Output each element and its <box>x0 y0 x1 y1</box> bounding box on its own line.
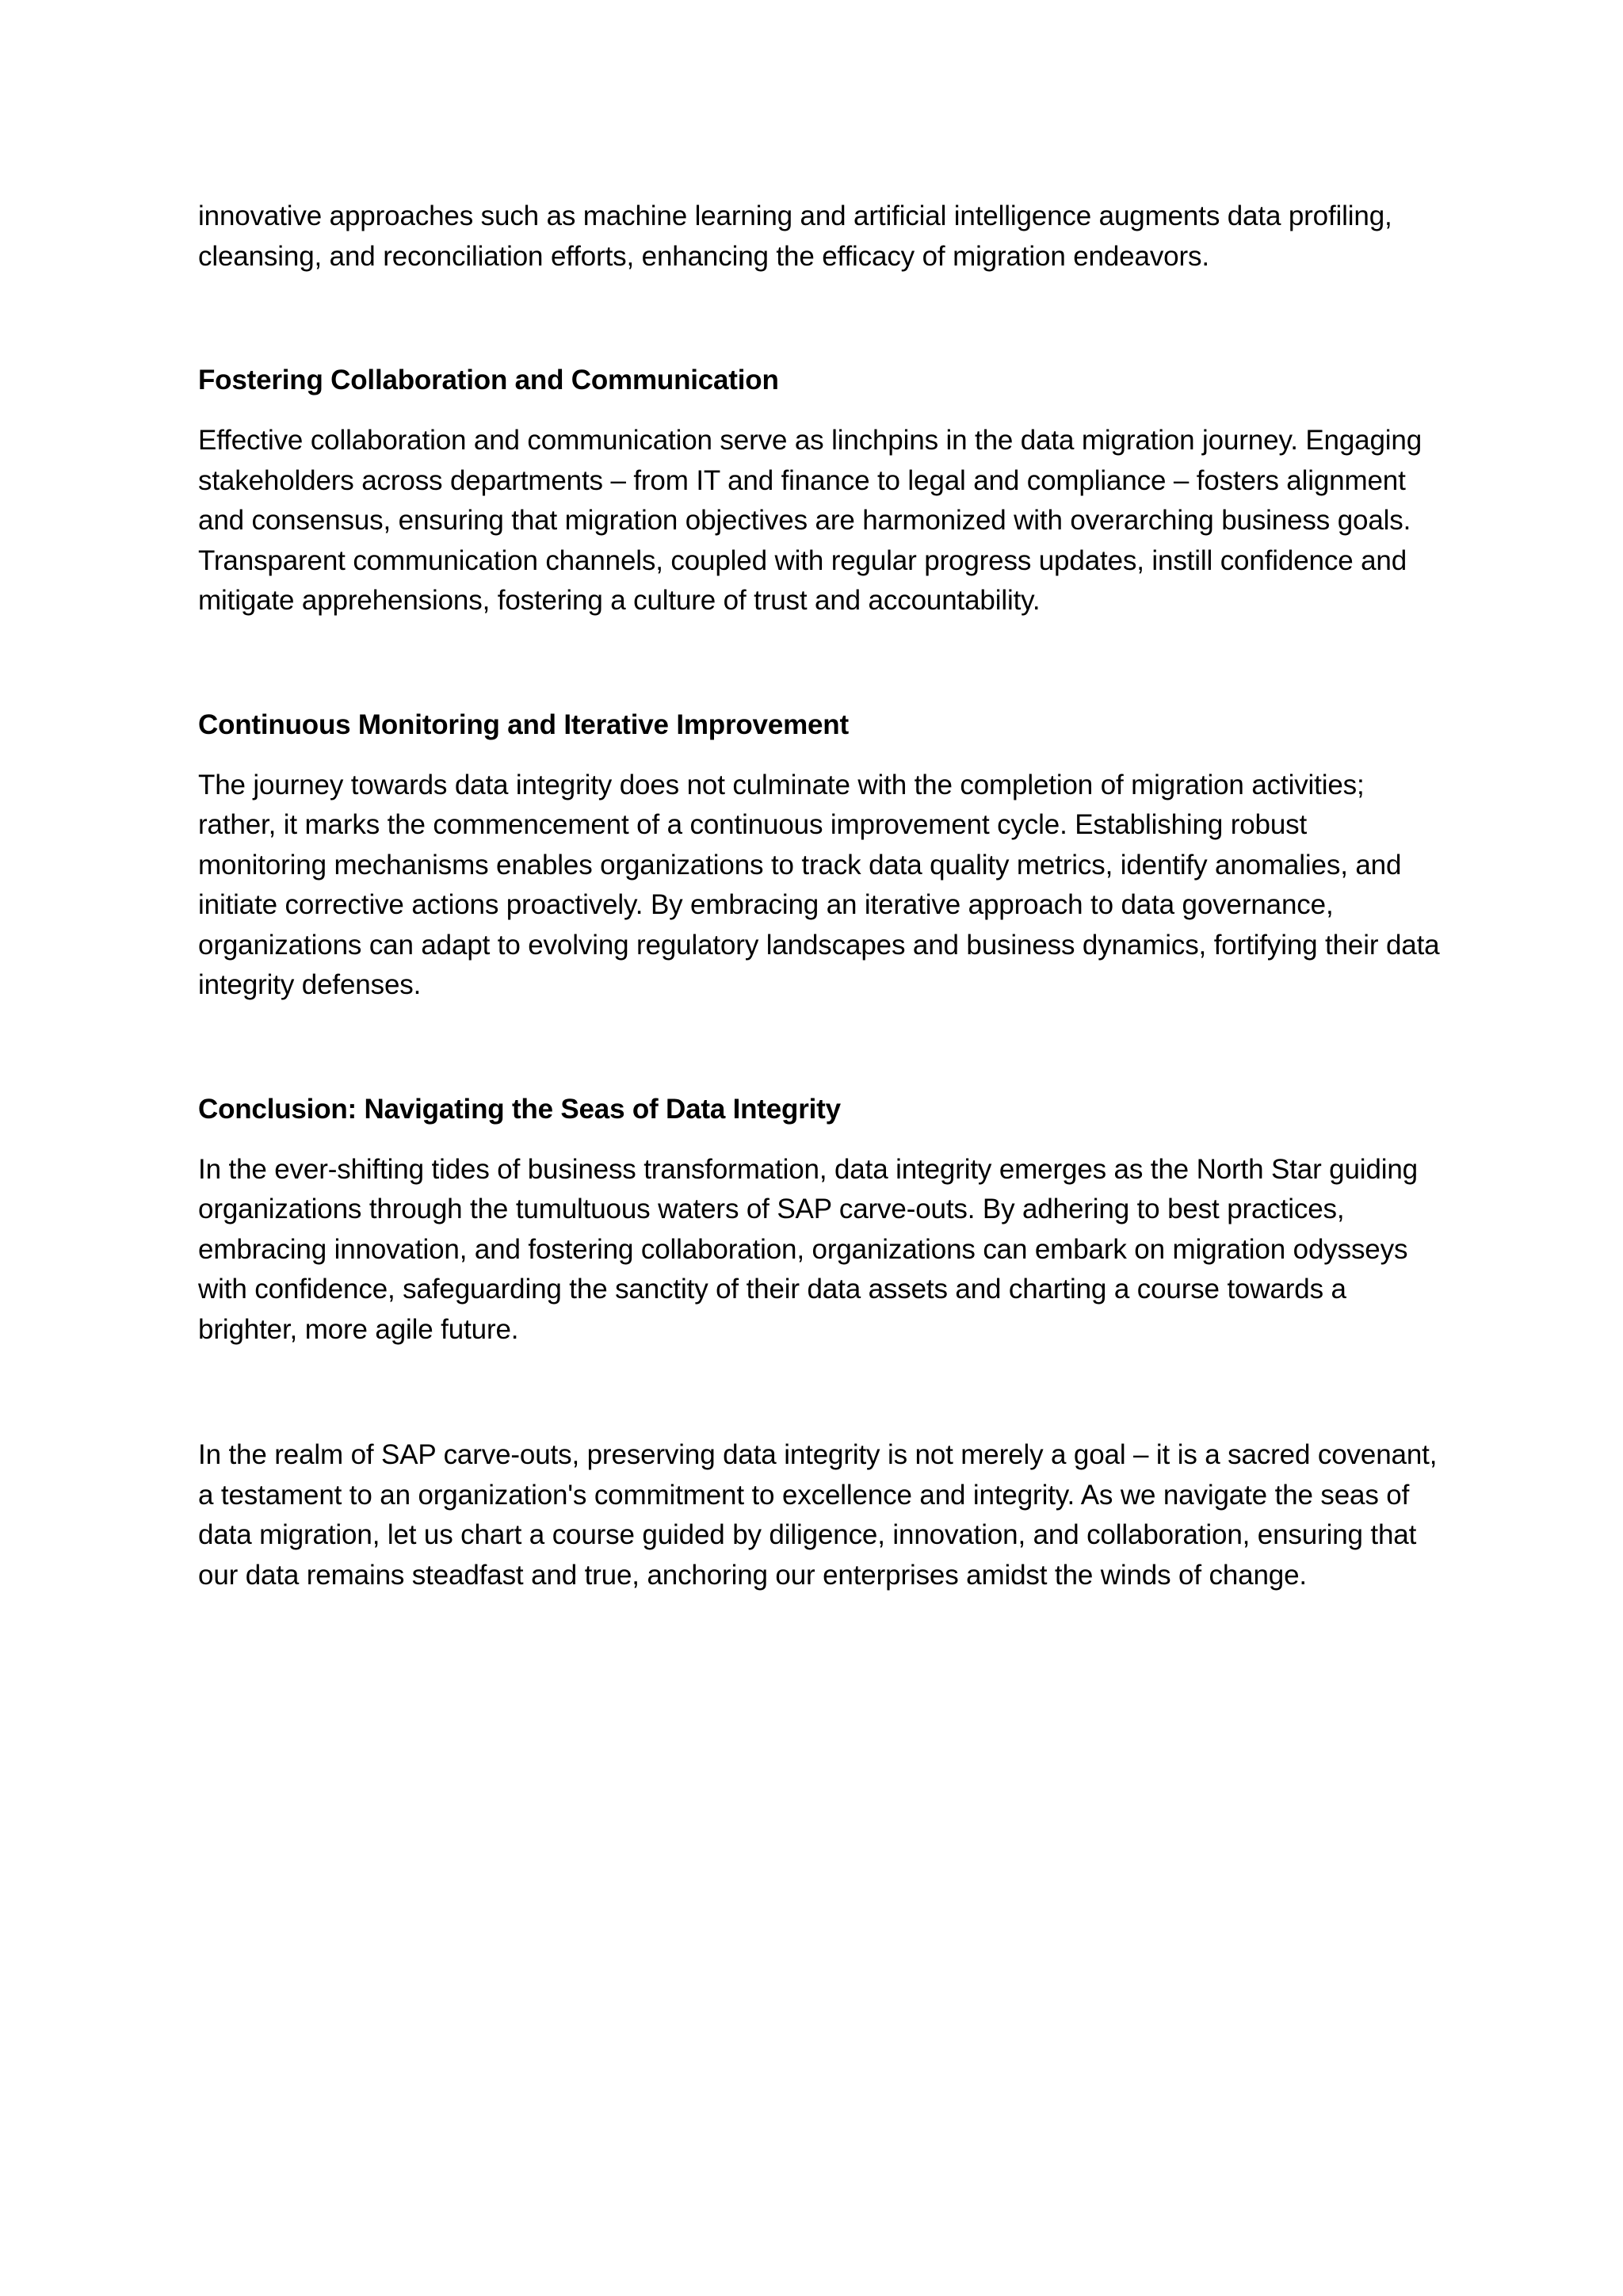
section-heading: Fostering Collaboration and Communication <box>198 365 779 395</box>
spacer <box>198 1129 1442 1150</box>
section-monitoring <box>198 705 1442 1006</box>
spacer <box>198 1350 1442 1435</box>
section-paragraph: In the ever-shifting tides of business transformation, data integrity emerges as the North Star guiding organizations through the tumultuous waters of SAP carve-outs. By adhering to best practices, embracing innovation, and fostering collaboration, organizations can embark on migration odysseys with confidence, safeguarding the sanctity of their data assets and charting a course towards a brighter, more agile future. <box>198 1153 1418 1345</box>
spacer <box>198 1006 1442 1090</box>
section-conclusion <box>198 1090 1442 1350</box>
section-paragraph: The journey towards data integrity does not culminate with the completion of migration activities; rather, it marks the commencement of a continuous improvement cycle. Establishing robust monitoring mechanisms enables organizations to track data quality metrics, identify anomalies, and initiate corrective actions proactively. By embracing an iterative approach to data governance, organizations can adapt to evolving regulatory landscapes and business dynamics, fortifying their data integrity defenses. <box>198 769 1440 1000</box>
closing-paragraph: In the realm of SAP carve-outs, preserving data integrity is not merely a goal – it is a sacred covenant, a testament to an organization's commitment to excellence and integrity. As we navigate the seas of data migration, let us chart a course guided by diligence, innovation, and collaboration, ensuring that our data remains steadfast and true, anchoring our enterprises amidst the winds of change. <box>198 1439 1438 1591</box>
section-heading: Conclusion: Navigating the Seas of Data Integrity <box>198 1093 841 1125</box>
section-heading: Continuous Monitoring and Iterative Improvement <box>198 709 849 740</box>
intro-paragraph: innovative approaches such as machine learning and artificial intelligence augments data profiling, cleansing, and reconciliation efforts, enhancing the efficacy of migration endeavors. <box>198 201 1392 272</box>
spacer <box>198 621 1442 705</box>
spacer <box>198 745 1442 766</box>
section-collaboration <box>198 361 1442 621</box>
section-paragraph: Effective collaboration and communication serve as linchpins in the data migration journey. Engaging stakeholders across departments – from IT and finance to legal and compliance – fosters alignment and consensus, ensuring that migration objectives are harmonized with overarching business goals. Transparent communication channels, coupled with regular progress updates, instill confidence and mitigate apprehensions, fostering a culture of trust and accountability. <box>198 425 1423 616</box>
spacer <box>198 277 1442 361</box>
spacer <box>198 400 1442 421</box>
document-body <box>198 197 1442 1595</box>
